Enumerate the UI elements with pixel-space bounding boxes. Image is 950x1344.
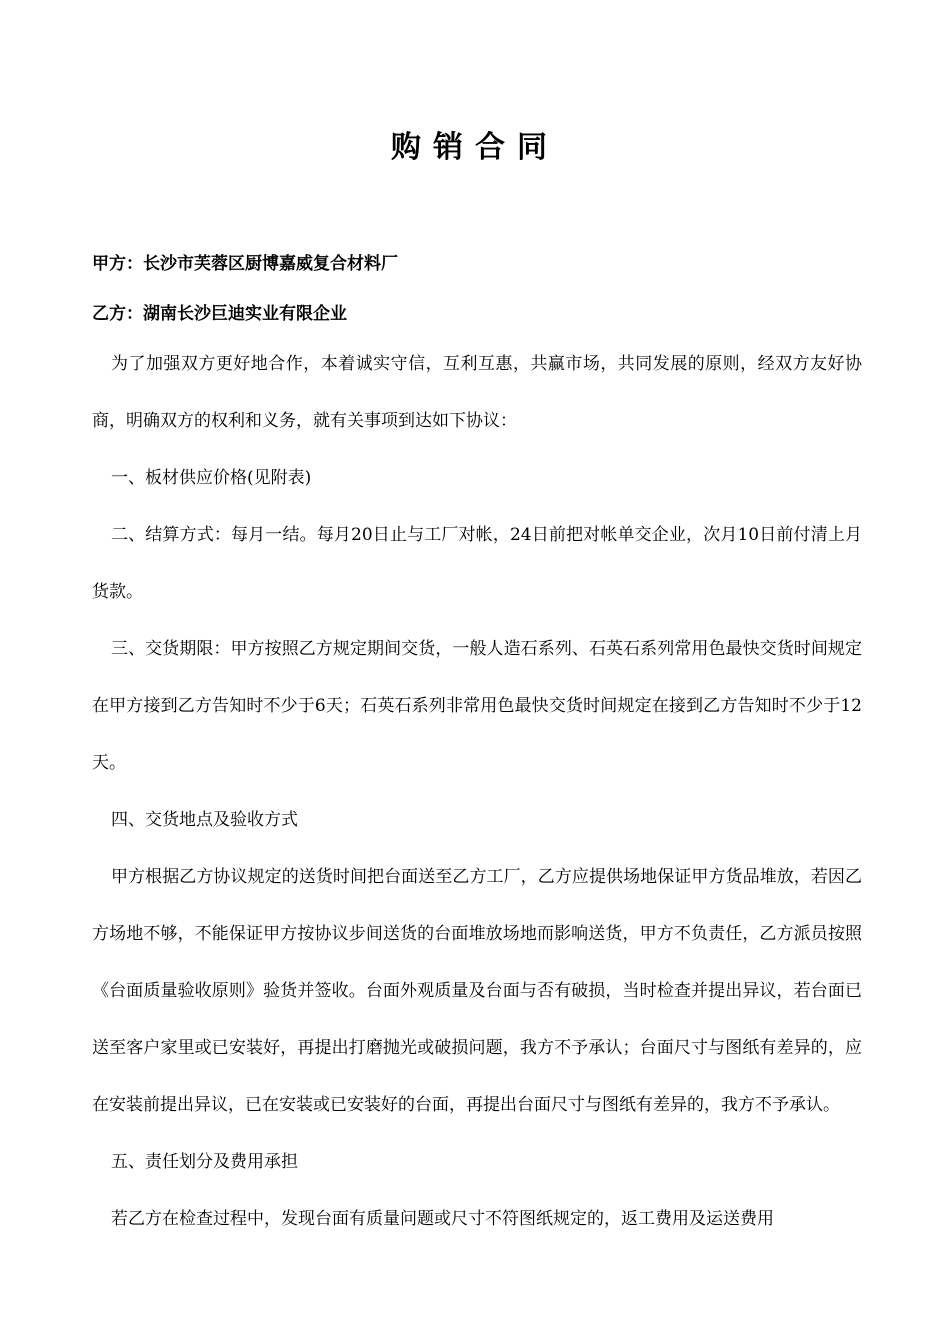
party-a: 甲方：长沙市芙蓉区厨博嘉威复合材料厂 [92,254,398,274]
party-b: 乙方：湖南长沙巨迪实业有限企业 [92,304,347,324]
section-1-heading: 一、板材供应价格(见附表) [111,468,312,488]
section-3-paragraph: 三、交货期限：甲方按照乙方规定期间交货，一般人造石系列、石英石系列常用色最快交货时间规定在甲方接到乙方告知时不少于6天；石英石系列非常用色最快交货时间规定在接到乙方告知时不少于12天。 [92,639,862,773]
section-5-heading: 五、责任划分及费用承担 [111,1152,298,1172]
section-4-heading: 四、交货地点及验收方式 [111,810,298,830]
contract-body [92,336,862,1248]
section-4-paragraph: 甲方根据乙方协议规定的送货时间把台面送至乙方工厂，乙方应提供场地保证甲方货品堆放，若因乙方场地不够，不能保证甲方按协议步间送货的台面堆放场地而影响送货，甲方不负责任，乙方派员按照《台面质量验收原则》验货并签收。台面外观质量及台面与否有破损，当时检查并提出异议，若台面已送至客户家里或已安装好，再提出打磨抛光或破损问题，我方不予承认；台面尺寸与图纸有差异的，应在安装前提出异议，已在安装或已安装好的台面，再提出台面尺寸与图纸有差异的，我方不予承认。 [92,867,862,1115]
section-2-paragraph: 二、结算方式：每月一结。每月20日止与工厂对帐，24日前把对帐单交企业，次月10日前付清上月货款。 [92,525,862,602]
section-5-paragraph: 若乙方在检查过程中，发现台面有质量问题或尺寸不符图纸规定的，返工费用及运送费用 [111,1209,774,1229]
contract-title: 购销合同 [391,130,559,165]
intro-paragraph: 为了加强双方更好地合作，本着诚实守信，互利互惠，共赢市场，共同发展的原则，经双方友好协商，明确双方的权利和义务，就有关事项到达如下协议： [92,354,862,431]
